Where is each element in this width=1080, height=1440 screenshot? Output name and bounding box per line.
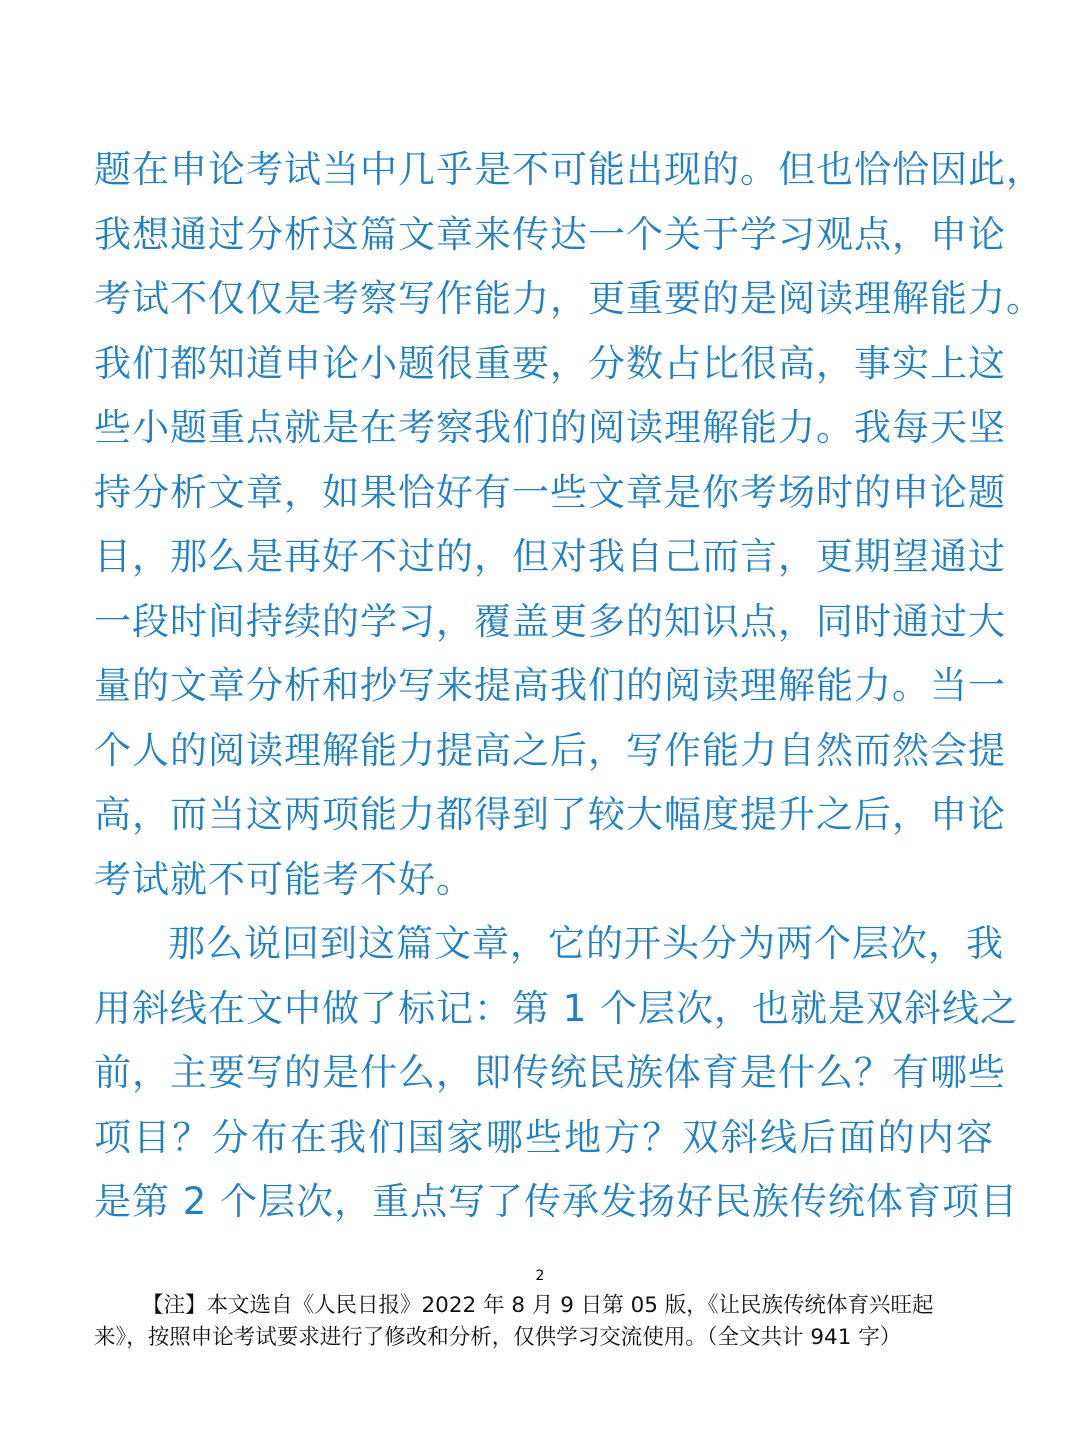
text-line: 考试就不可能考不好。 xyxy=(94,857,474,901)
footnote xyxy=(94,1290,994,1354)
text-line: 那么说回到这篇文章，它的开头分为两个层次，我 xyxy=(168,922,1004,965)
text-line: 是第 2 个层次，重点写了传承发扬好民族传统体育项目 xyxy=(94,1180,1019,1223)
text-line: 高，而当这两项能力都得到了较大幅度提升之后，申论 xyxy=(94,793,1006,836)
article-body xyxy=(94,138,1044,1235)
text-line: 前，主要写的是什么，即传统民族体育是什么？有哪些 xyxy=(94,1051,1006,1094)
text-line: 考试不仅仅是考察写作能力，更重要的是阅读理解能力。 xyxy=(94,277,1044,320)
text-line: 项目？分布在我们国家哪些地方？双斜线后面的内容 xyxy=(94,1115,994,1159)
text-line: 我们都知道申论小题很重要，分数占比很高，事实上这 xyxy=(94,341,1006,385)
text-line: 目，那么是再好不过的，但对我自己而言，更期望通过 xyxy=(94,535,1006,578)
text-line: 量的文章分析和抄写来提高我们的阅读理解能力。当一 xyxy=(94,664,1006,707)
paragraph-1 xyxy=(94,138,1044,912)
text-line: 用斜线在文中做了标记：第 1 个层次，也就是双斜线之 xyxy=(94,986,1019,1030)
text-line: 些小题重点就是在考察我们的阅读理解能力。我每天坚 xyxy=(94,406,1006,449)
footnote-line: 【注】本文选自《人民日报》2022 年 8 月 9 日第 05 版，《让民族传统体育兴旺起 xyxy=(142,1293,934,1318)
text-line: 一段时间持续的学习，覆盖更多的知识点，同时通过大 xyxy=(94,599,1006,643)
footnote-line: 来》，按照申论考试要求进行了修改和分析，仅供学习交流使用。（全文共计 941 字） xyxy=(94,1325,902,1350)
text-line: 个人的阅读理解能力提高之后，写作能力自然而然会提 xyxy=(94,728,1006,772)
text-line: 题在申论考试当中几乎是不可能出现的。但也恰恰因此， xyxy=(94,148,1044,191)
text-line: 持分析文章，如果恰好有一些文章是你考场时的申论题 xyxy=(94,470,1006,514)
page-number: 2 xyxy=(535,1268,545,1284)
paragraph-2 xyxy=(94,912,1019,1235)
text-line: 我想通过分析这篇文章来传达一个关于学习观点，申论 xyxy=(94,212,1006,256)
